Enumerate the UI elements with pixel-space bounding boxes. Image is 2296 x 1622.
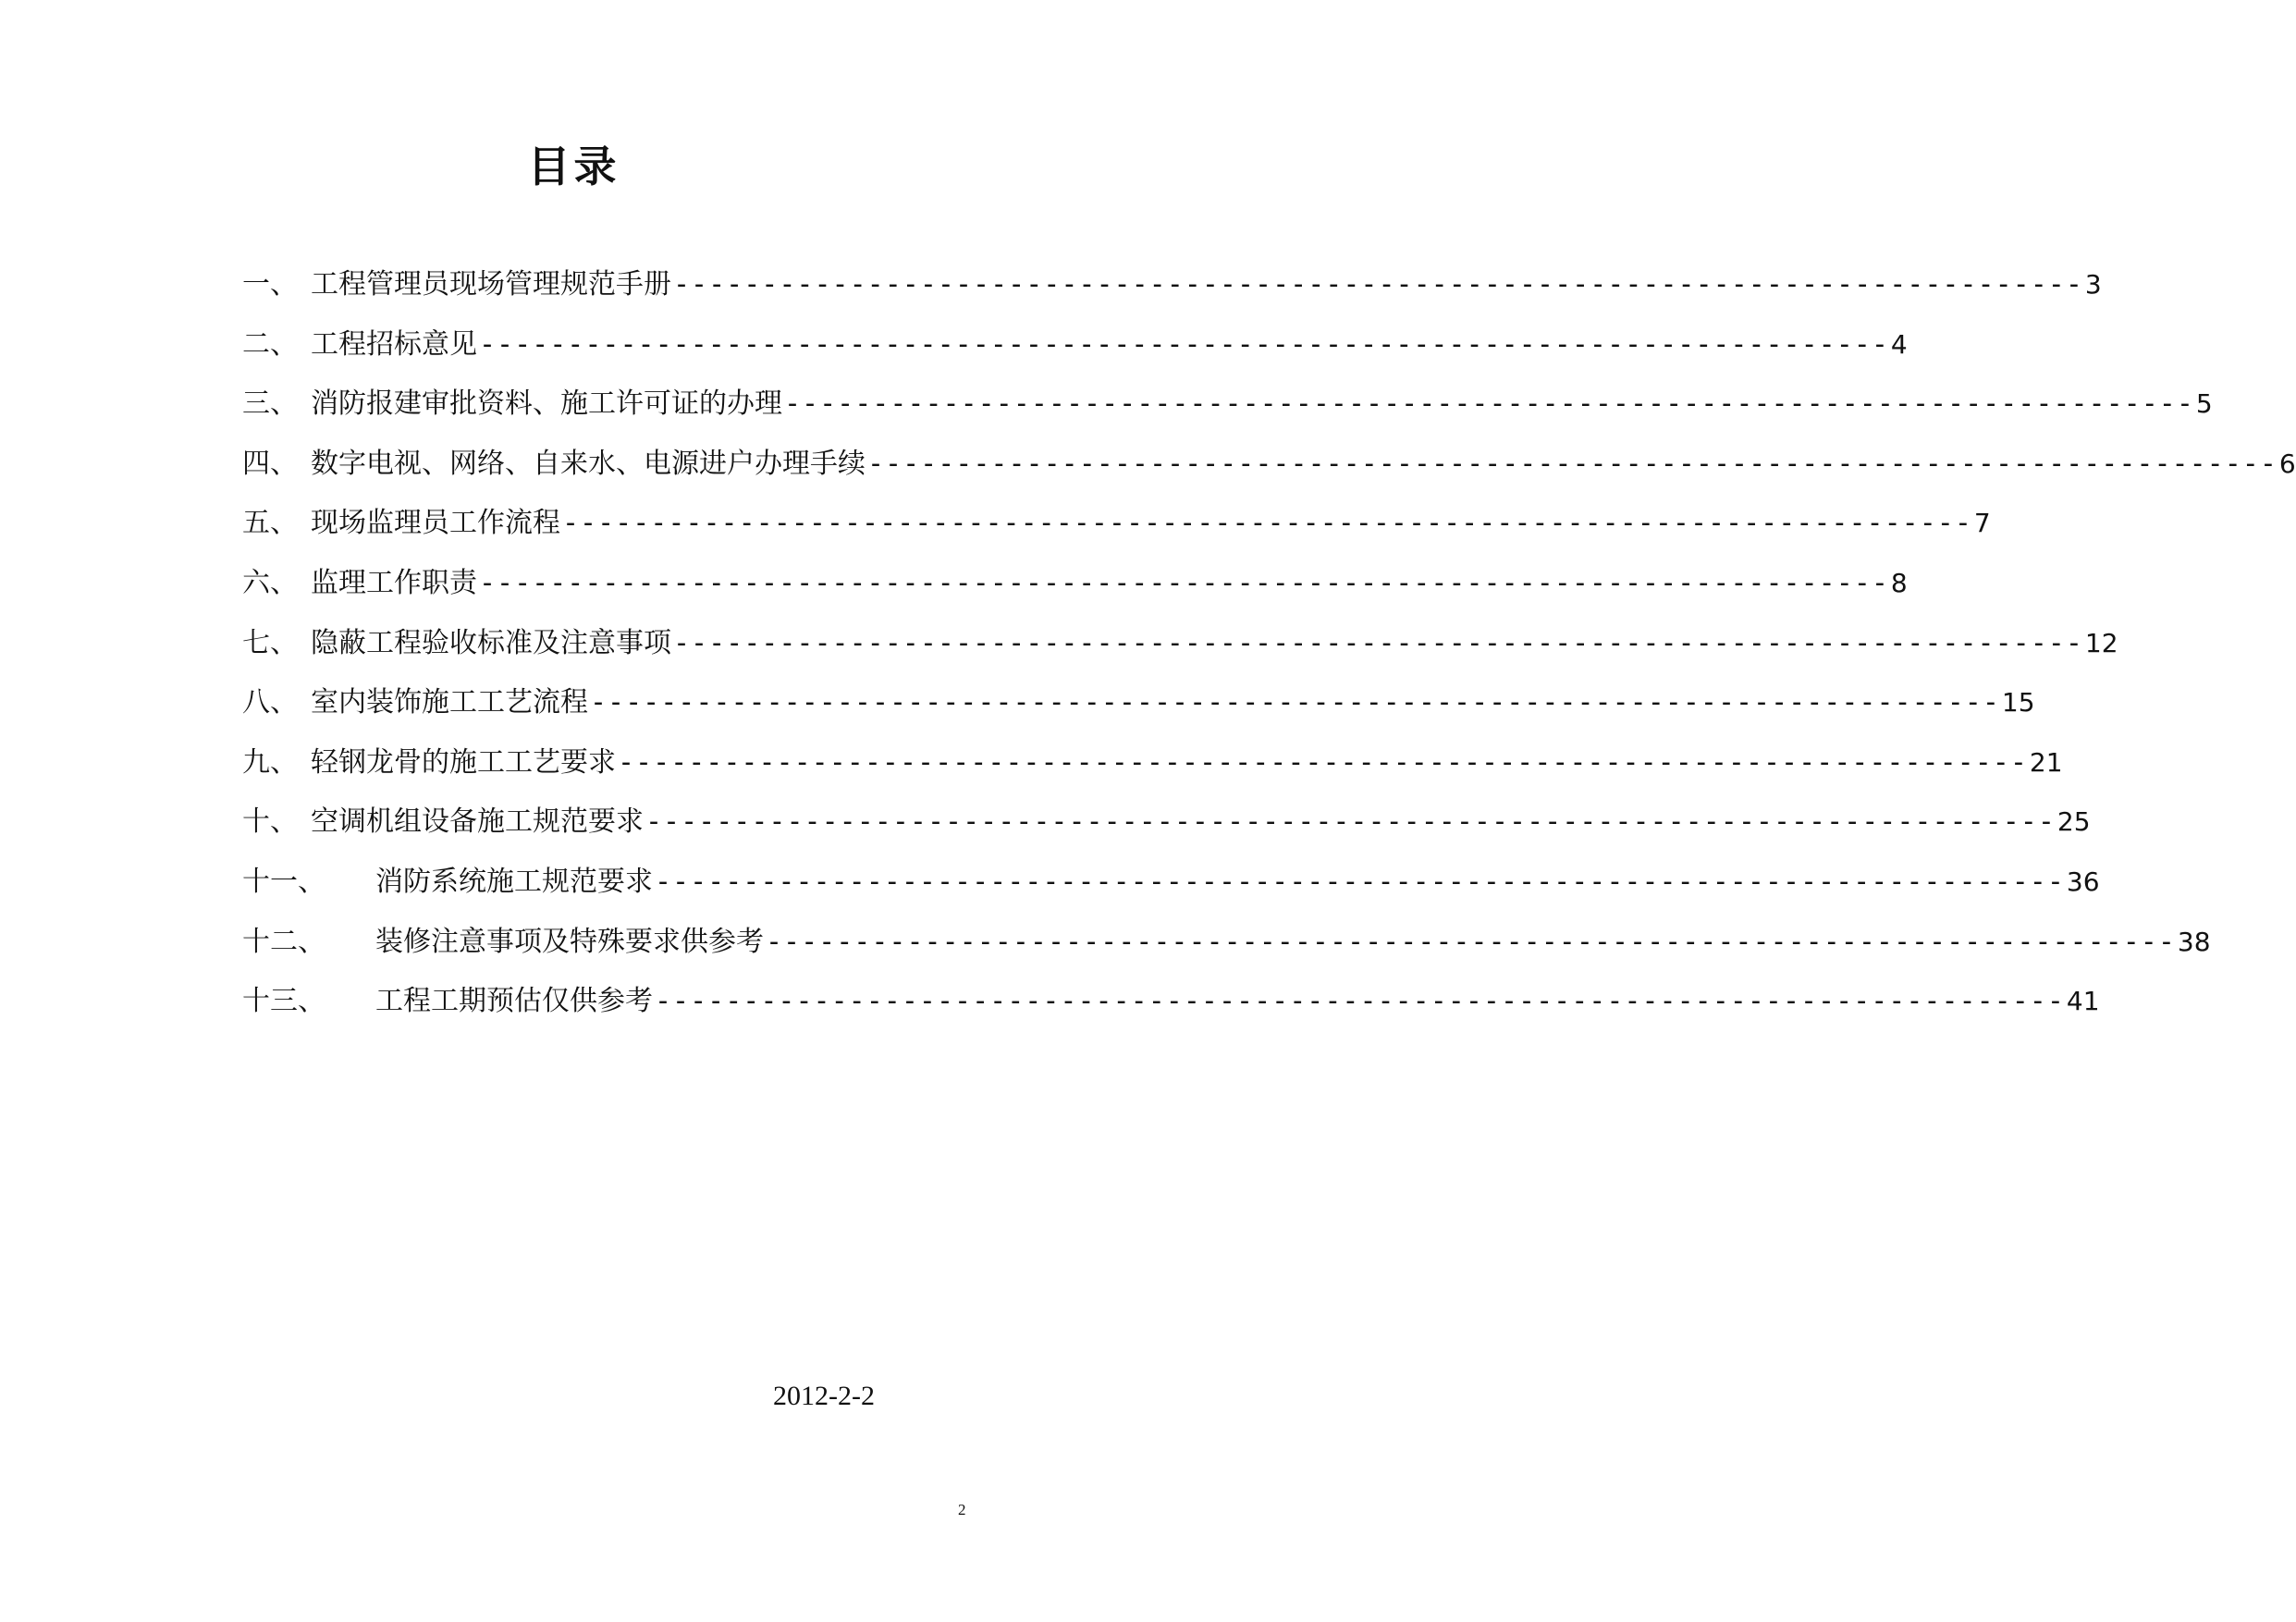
toc-entry-number: 三、: [242, 387, 298, 421]
toc-entry: [242, 623, 2118, 683]
toc-entry-page: 36: [2066, 866, 2100, 897]
toc-leader-dashes: --------------------------------------------------------------------------------: [655, 865, 2065, 898]
toc-leader-dashes: --------------------------------------------------------------------------------: [479, 327, 1889, 361]
toc-entry-title: 工程工期预估仅供参考: [375, 985, 653, 1018]
toc-leader-dashes: --------------------------------------------------------------------------------: [562, 507, 1972, 540]
toc-entry-page: 41: [2066, 986, 2100, 1017]
table-of-contents: [242, 264, 2296, 1041]
toc-entry-title: 轻钢龙骨的施工工艺要求: [311, 745, 616, 779]
toc-entry-number: 十三、: [242, 985, 325, 1018]
toc-entry-number: 八、: [242, 686, 298, 719]
toc-entry: [242, 503, 1991, 563]
page-number: 2: [958, 1501, 966, 1518]
toc-leader-dashes: --------------------------------------------------------------------------------: [673, 268, 2083, 301]
toc-leader-dashes: --------------------------------------------------------------------------------: [766, 925, 2176, 958]
toc-entry-number: 四、: [242, 447, 298, 480]
toc-entry: [242, 743, 2063, 803]
toc-entry-number: 二、: [242, 327, 298, 361]
toc-entry-title: 消防系统施工规范要求: [375, 865, 653, 898]
toc-leader-dashes: --------------------------------------------------------------------------------: [618, 745, 2028, 779]
toc-leader-dashes: --------------------------------------------------------------------------------: [645, 805, 2056, 839]
toc-entry: [242, 682, 2035, 743]
toc-entry: [242, 802, 2091, 862]
page-title: 目录: [527, 141, 620, 191]
toc-entry-title: 隐蔽工程验收标准及注意事项: [311, 626, 671, 659]
toc-entry-title: 室内装饰施工工艺流程: [311, 686, 588, 719]
toc-entry: [242, 384, 2213, 444]
toc-entry-page: 25: [2057, 806, 2091, 838]
toc-entry-page: 15: [2001, 687, 2035, 719]
toc-entry-title: 数字电视、网络、自来水、电源进户办理手续: [311, 447, 866, 480]
toc-leader-dashes: --------------------------------------------------------------------------------: [655, 985, 2065, 1018]
toc-entry-page: 3: [2084, 269, 2102, 300]
toc-entry-title: 空调机组设备施工规范要求: [311, 805, 644, 839]
toc-entry-number: 十一、: [242, 865, 325, 898]
toc-entry-page: 5: [2195, 388, 2213, 420]
toc-leader-dashes: --------------------------------------------------------------------------------: [867, 447, 2278, 480]
toc-entry: [242, 862, 2100, 922]
toc-leader-dashes: --------------------------------------------------------------------------------: [590, 686, 2000, 719]
toc-entry-page: 8: [1890, 567, 1908, 598]
toc-entry-number: 七、: [242, 626, 298, 659]
toc-entry-title: 装修注意事项及特殊要求供参考: [375, 925, 764, 958]
toc-entry-page: 4: [1890, 328, 1908, 360]
toc-entry-number: 九、: [242, 745, 298, 779]
toc-entry: [242, 264, 2102, 325]
toc-leader-dashes: --------------------------------------------------------------------------------: [784, 387, 2194, 421]
toc-entry-page: 7: [1973, 508, 1991, 539]
toc-entry-number: 十二、: [242, 925, 325, 958]
toc-entry: [242, 563, 1908, 623]
toc-entry-number: 十、: [242, 805, 298, 839]
document-date: 2012-2-2: [773, 1381, 875, 1411]
toc-entry: [242, 444, 2296, 504]
toc-leader-dashes: --------------------------------------------------------------------------------: [673, 626, 2083, 659]
toc-entry-number: 五、: [242, 507, 298, 540]
toc-entry-title: 消防报建审批资料、施工许可证的办理: [311, 387, 782, 421]
toc-entry-title: 工程管理员现场管理规范手册: [311, 268, 671, 301]
toc-entry: [242, 981, 2100, 1041]
toc-entry-number: 一、: [242, 268, 298, 301]
toc-entry: [242, 325, 1908, 385]
toc-entry-page: 12: [2084, 627, 2118, 658]
toc-entry-page: 6: [2278, 448, 2296, 479]
toc-entry-page: 21: [2029, 746, 2063, 778]
toc-entry-title: 现场监理员工作流程: [311, 507, 560, 540]
toc-entry-number: 六、: [242, 566, 298, 599]
toc-leader-dashes: --------------------------------------------------------------------------------: [479, 566, 1889, 599]
toc-entry-page: 38: [2177, 926, 2211, 957]
toc-entry-title: 工程招标意见: [311, 327, 477, 361]
toc-entry-title: 监理工作职责: [311, 566, 477, 599]
toc-entry: [242, 922, 2211, 982]
